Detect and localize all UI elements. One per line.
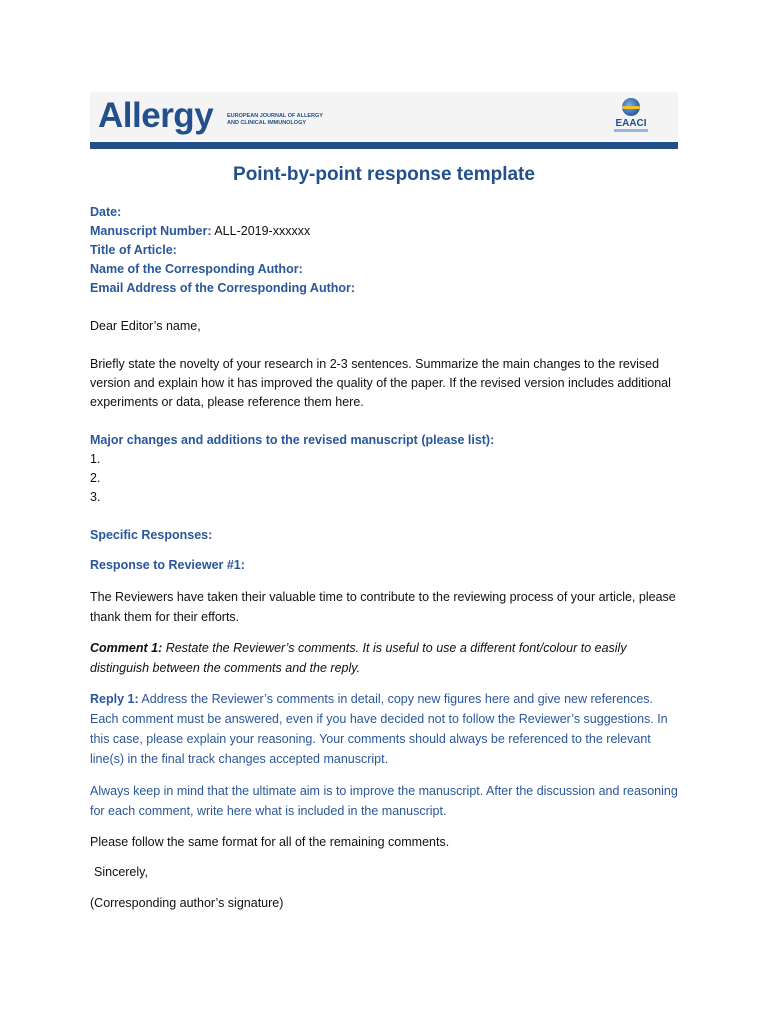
reply-label: Reply 1: <box>90 692 139 706</box>
follow-format-note: Please follow the same format for all of the remaining comments. <box>90 835 450 849</box>
list-item: 3. <box>90 490 101 504</box>
manuscript-number: Manuscript Number: ALL-2019-xxxxxx <box>90 224 311 238</box>
page-title: Point-by-point response template <box>233 164 535 185</box>
header-divider <box>90 142 678 149</box>
closing: Sincerely, <box>94 865 148 879</box>
list-item: 1. <box>90 452 101 466</box>
major-changes-heading: Major changes and additions to the revised manuscript (please list): <box>90 433 495 447</box>
journal-subtitle: EUROPEAN JOURNAL OF ALLERGY AND CLINICAL IMMUNOLOGY <box>227 113 323 126</box>
specific-responses-heading: Specific Responses: <box>90 528 213 542</box>
reviewer-heading: Response to Reviewer #1: <box>90 558 245 572</box>
journal-logo: Allergy <box>98 96 214 135</box>
comment-label: Comment 1: <box>90 641 163 655</box>
manuscript-number-value: ALL-2019-xxxxxx <box>214 224 311 238</box>
comment-block <box>90 638 680 678</box>
salutation: Dear Editor’s name, <box>90 319 201 333</box>
major-changes-section <box>90 431 680 507</box>
date-label: Date: <box>90 205 122 219</box>
reply-text: Address the Reviewer’s comments in detail, copy new figures here and give new references. Each comment must be answered, even if you have decided not to follow the Reviewer’s suggestions. In this case, please explain your reasoning. Your comments should always be referenced to the relevant line(s) in the final track changes accepted manuscript. <box>90 692 668 766</box>
list-item: 2. <box>90 471 101 485</box>
article-title-label: Title of Article: <box>90 243 177 257</box>
author-email-label: Email Address of the Corresponding Author: <box>90 281 356 295</box>
reviewer-intro: The Reviewers have taken their valuable time to contribute to the reviewing process of your article, please thank them for their efforts. <box>90 590 676 624</box>
keep-in-mind-paragraph: Always keep in mind that the ultimate aim is to improve the manuscript. After the discussion and reasoning for each comment, write here what is included in the manuscript. <box>90 784 678 818</box>
intro-paragraph: Briefly state the novelty of your research in 2-3 sentences. Summarize the main changes to the revised version and explain how it has improved the quality of the paper. If the revised version includes additional experiments or data, please reference them here. <box>90 357 671 409</box>
eaaci-logo: EAACI <box>614 96 648 136</box>
comment-text: Restate the Reviewer’s comments. It is useful to use a different font/colour to easily distinguish between the comments and the reply. <box>90 641 627 675</box>
manuscript-meta <box>90 203 680 298</box>
journal-header <box>90 92 678 140</box>
reply-block <box>90 689 680 769</box>
author-name-label: Name of the Corresponding Author: <box>90 262 303 276</box>
signature-line: (Corresponding author’s signature) <box>90 896 284 910</box>
